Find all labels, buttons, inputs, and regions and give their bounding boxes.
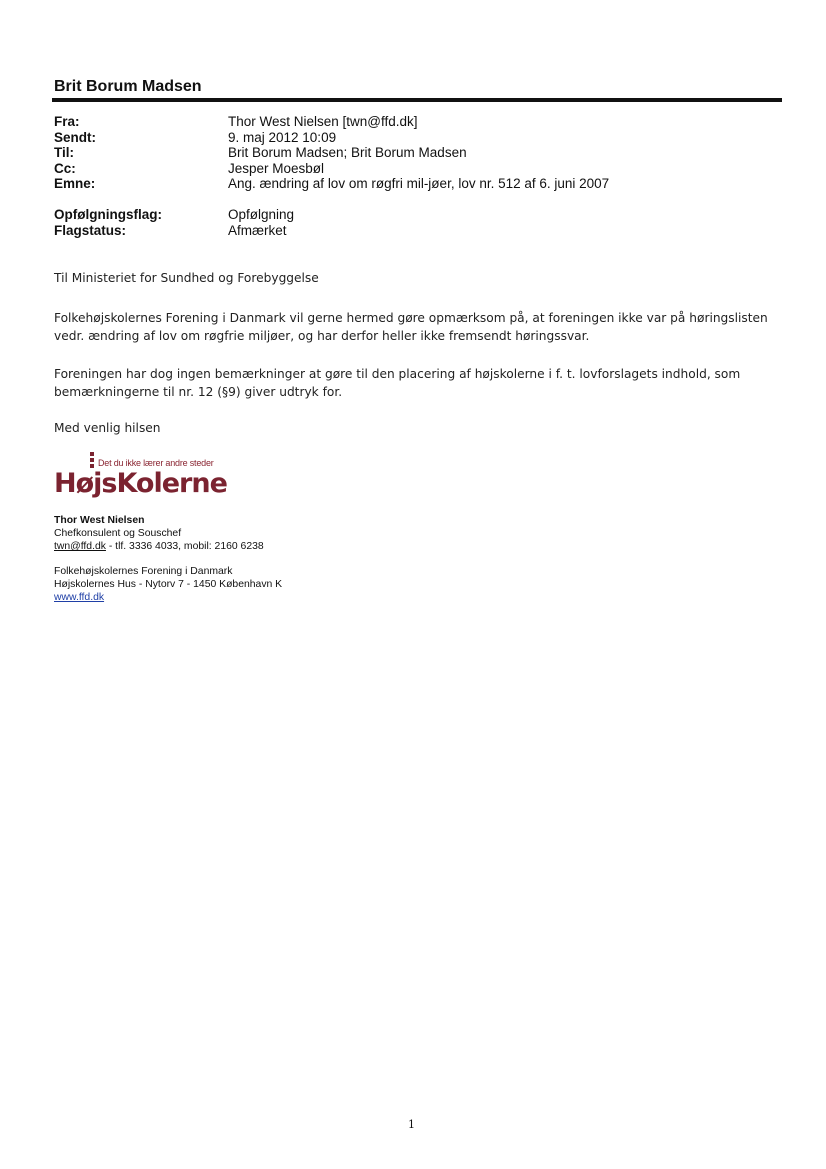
signature-name: Thor West Nielsen (54, 515, 145, 526)
paragraph-1-line-1: Folkehøjskolernes Forening i Danmark vil gerne hermed gøre opmærksom på, at foreningen ikke var på høringslisten (54, 311, 768, 325)
flag-value: Opfølgning (228, 207, 295, 222)
mailbox-owner-name: Brit Borum Madsen (54, 78, 202, 95)
page-number: 1 (408, 1118, 415, 1131)
website-link[interactable]: www.ffd.dk (54, 592, 105, 603)
paragraph-1-line-2: vedr. ændring af lov om røgfrie miljøer, og har derfor heller ikke fremsendt høringssvar. (54, 329, 590, 343)
header-divider (52, 98, 782, 102)
signature-address: Højskolernes Hus - Nytorv 7 - 1450 København K (54, 579, 283, 590)
paragraph-2-line-1: Foreningen har dog ingen bemærkninger at gøre til den placering af højskolerne i f. t. lovforslagets indhold, som (54, 367, 741, 381)
flag-value: Afmærket (228, 222, 287, 238)
closing: Med venlig hilsen (54, 421, 161, 435)
signature-website (54, 592, 104, 605)
meta-value: Jesper Moesbøl (228, 160, 325, 176)
signature-email-link[interactable]: twn@ffd.dk (54, 541, 106, 552)
greeting: Til Ministeriet for Sundhed og Forebyggelse (54, 271, 319, 285)
meta-value: 9. maj 2012 10:09 (228, 129, 337, 145)
logo-wordmark: HøjsKolerne (54, 468, 227, 499)
meta-label: Emne: (54, 176, 96, 191)
paragraph-2-line-2: bemærkningerne til nr. 12 (§9) giver udtryk for. (54, 385, 343, 399)
meta-label: Sendt: (54, 129, 96, 145)
signature-title: Chefkonsulent og Souschef (54, 528, 182, 539)
meta-value: Thor West Nielsen [twn@ffd.dk] (228, 114, 418, 129)
logo-dots-icon (90, 452, 94, 468)
meta-label: Fra: (54, 114, 80, 129)
hojskolerne-logo (54, 452, 230, 502)
meta-value: Ang. ændring af lov om røgfri mil-jøer, lov nr. 512 af 6. juni 2007 (228, 176, 610, 191)
signature-contact (54, 541, 264, 554)
flag-label: Flagstatus: (54, 222, 127, 238)
logo-tagline: Det du ikke lærer andre steder (98, 458, 214, 468)
meta-value: Brit Borum Madsen; Brit Borum Madsen (228, 145, 467, 160)
signature-phones: - tlf. 3336 4033, mobil: 2160 6238 (105, 541, 264, 552)
signature-org: Folkehøjskolernes Forening i Danmark (54, 566, 233, 577)
meta-label: Cc: (54, 160, 76, 176)
meta-label: Til: (54, 145, 74, 160)
flag-label: Opfølgningsflag: (54, 207, 162, 222)
